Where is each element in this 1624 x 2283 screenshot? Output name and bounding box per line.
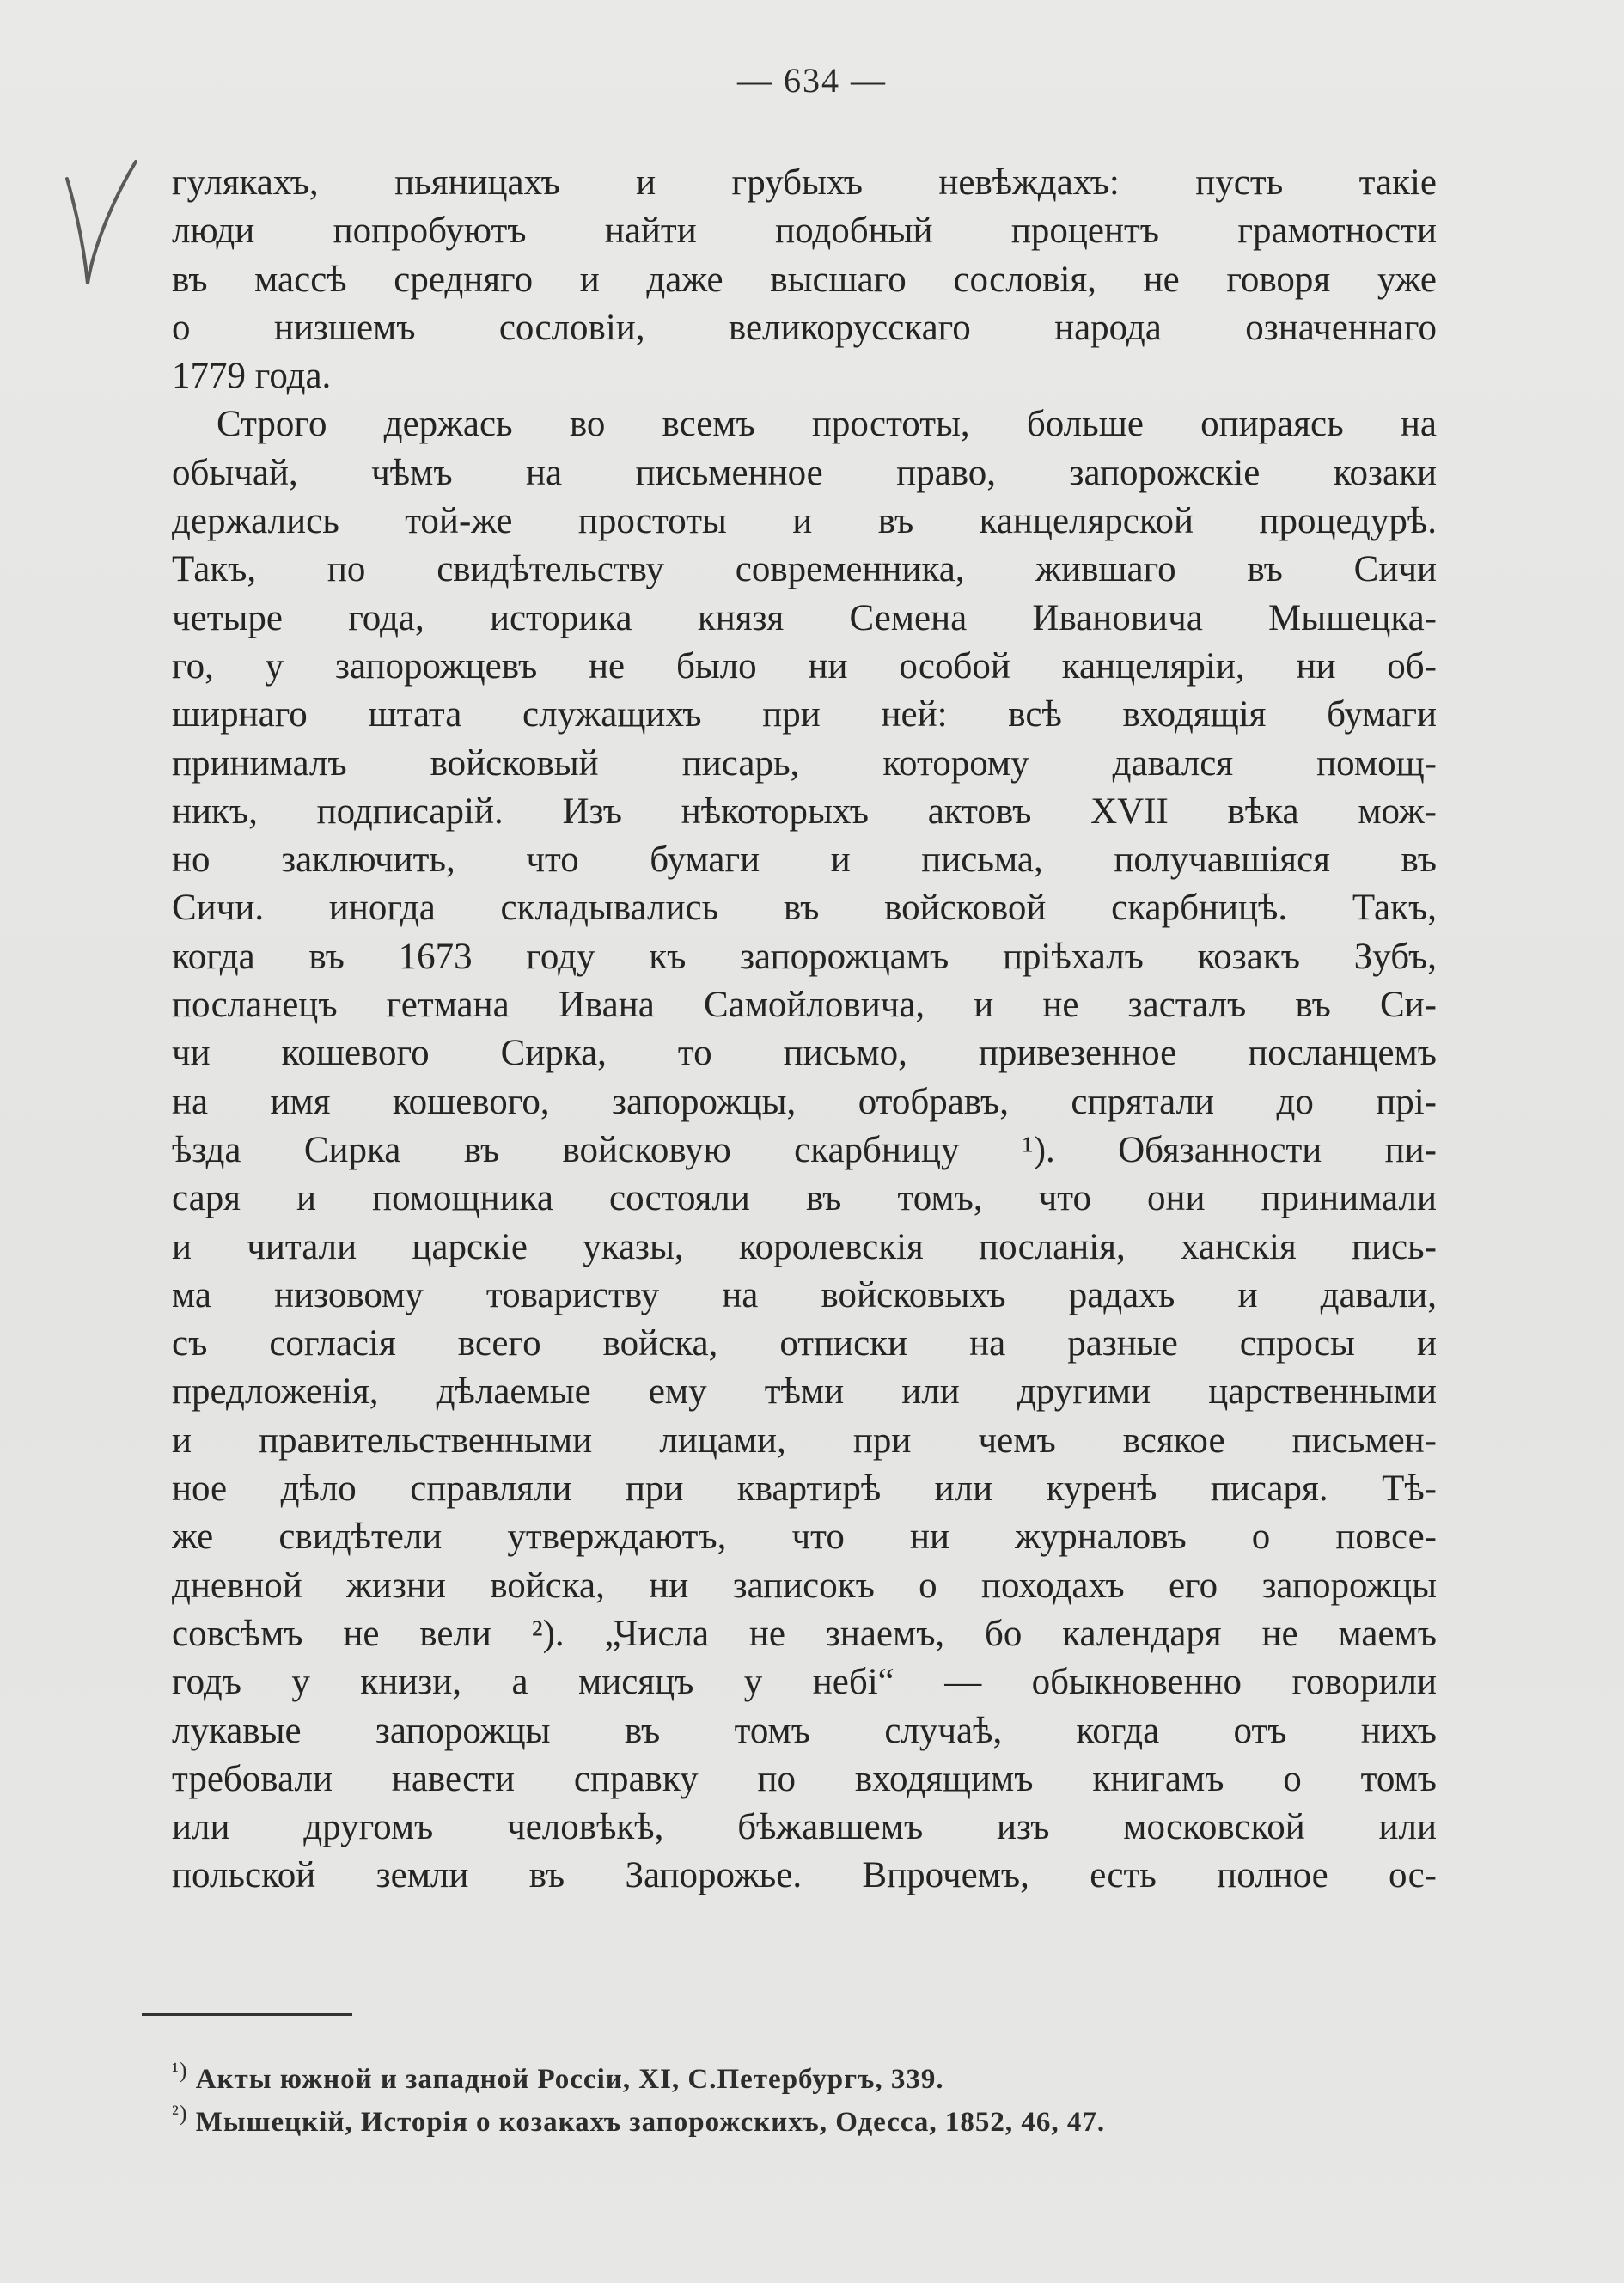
text-line: принималъ войсковый писарь, которому давался помощ- [172, 742, 1437, 784]
text-line: ширнаго штата служащихъ при ней: всѣ входящія бумаги [172, 694, 1437, 736]
text-line: когда въ 1673 году къ запорожцамъ пріѣхалъ козакъ Зубъ, [172, 936, 1437, 977]
text-line: четыре года, историка князя Семена Ивановича Мышецка- [172, 597, 1437, 638]
footnote-1 [172, 2058, 1437, 2101]
text-line: но заключить, что бумаги и письма, получавшіяся въ [172, 839, 1437, 881]
text-line: саря и помощника состояли въ томъ, что они принимали [172, 1178, 1437, 1219]
text-line: или другомъ человѣкѣ, бѣжавшемъ изъ московской или [172, 1807, 1437, 1848]
text-line: польской земли въ Запорожье. Впрочемъ, есть полное ос- [172, 1855, 1437, 1896]
text-line: предложенія, дѣлаемые ему тѣми или другими царственными [172, 1371, 1437, 1413]
text-line: 1779 года. [172, 356, 332, 397]
text-line: посланецъ гетмана Ивана Самойловича, и не засталъ въ Си- [172, 985, 1437, 1026]
footnote-2 [172, 2101, 1437, 2144]
text-line: держались той-же простоты и въ канцелярской процедурѣ. [172, 501, 1437, 542]
page-number: — 634 — [737, 61, 887, 100]
handwritten-margin-mark [52, 155, 146, 301]
text-line: годъ у книзи, а мисяцъ у небі“ — обыкновенно говорили [172, 1662, 1437, 1703]
text-line: ма низовому товариству на войсковыхъ радахъ и давали, [172, 1274, 1437, 1315]
text-line: люди попробуютъ найти подобный процентъ грамотности [172, 211, 1437, 252]
text-line: чи кошевого Сирка, то письмо, привезенное посланцемъ [172, 1033, 1437, 1074]
text-line: о низшемъ сословіи, великорусскаго народа означеннаго [172, 307, 1437, 348]
text-line: ѣзда Сирка въ войсковую скарбницу ¹). Обязанности пи- [172, 1129, 1437, 1170]
footnote-text: Мышецкій, Исторія о козакахъ запорожскихъ, Одесса, 1852, 46, 47. [195, 2107, 1106, 2138]
footnote-marker: ¹) [172, 2058, 188, 2083]
footnote-divider [142, 2013, 352, 2016]
footnote-marker: ²) [172, 2101, 188, 2126]
text-line: съ согласія всего войска, отписки на разные спросы и [172, 1323, 1437, 1364]
text-line: ное дѣло справляли при квартирѣ или куренѣ писаря. Тѣ- [172, 1468, 1437, 1510]
footnotes [172, 2058, 1437, 2144]
text-line: совсѣмъ не вели ²). „Числа не знаемъ, бо календаря не маемъ [172, 1613, 1437, 1654]
footnote-text: Акты южной и западной Россіи, XI, С.Петербургъ, 339. [195, 2064, 944, 2095]
text-line: и читали царскіе указы, королевскія посланія, ханскія пись- [172, 1226, 1437, 1267]
text-line: обычай, чѣмъ на письменное право, запорожскіе козаки [172, 452, 1437, 493]
text-line: Такъ, по свидѣтельству современника, жившаго въ Сичи [172, 549, 1437, 590]
text-line: же свидѣтели утверждаютъ, что ни журналовъ о повсе- [172, 1517, 1437, 1558]
main-text [172, 159, 1437, 1901]
text-line: гулякахъ, пьяницахъ и грубыхъ невѣждахъ: пусть такіе [172, 162, 1437, 203]
text-line: на имя кошевого, запорожцы, отобравъ, спрятали до прі- [172, 1081, 1437, 1122]
text-line: лукавые запорожцы въ томъ случаѣ, когда отъ нихъ [172, 1710, 1437, 1751]
text-line: дневной жизни войска, ни записокъ о походахъ его запорожцы [172, 1565, 1437, 1606]
text-line: въ массѣ средняго и даже высшаго сословія, не говоря уже [172, 259, 1437, 300]
text-line: Строго держась во всемъ простоты, больше опираясь на [217, 404, 1437, 445]
text-line: Сичи. иногда складывались въ войсковой скарбницѣ. Такъ, [172, 888, 1437, 929]
text-line: никъ, подписарій. Изъ нѣкоторыхъ актовъ XVII вѣка мож- [172, 791, 1437, 832]
text-line: и правительственными лицами, при чемъ всякое письмен- [172, 1419, 1437, 1461]
text-line: требовали навести справку по входящимъ книгамъ о томъ [172, 1758, 1437, 1799]
text-line: го, у запорожцевъ не было ни особой канцеляріи, ни об- [172, 645, 1437, 687]
